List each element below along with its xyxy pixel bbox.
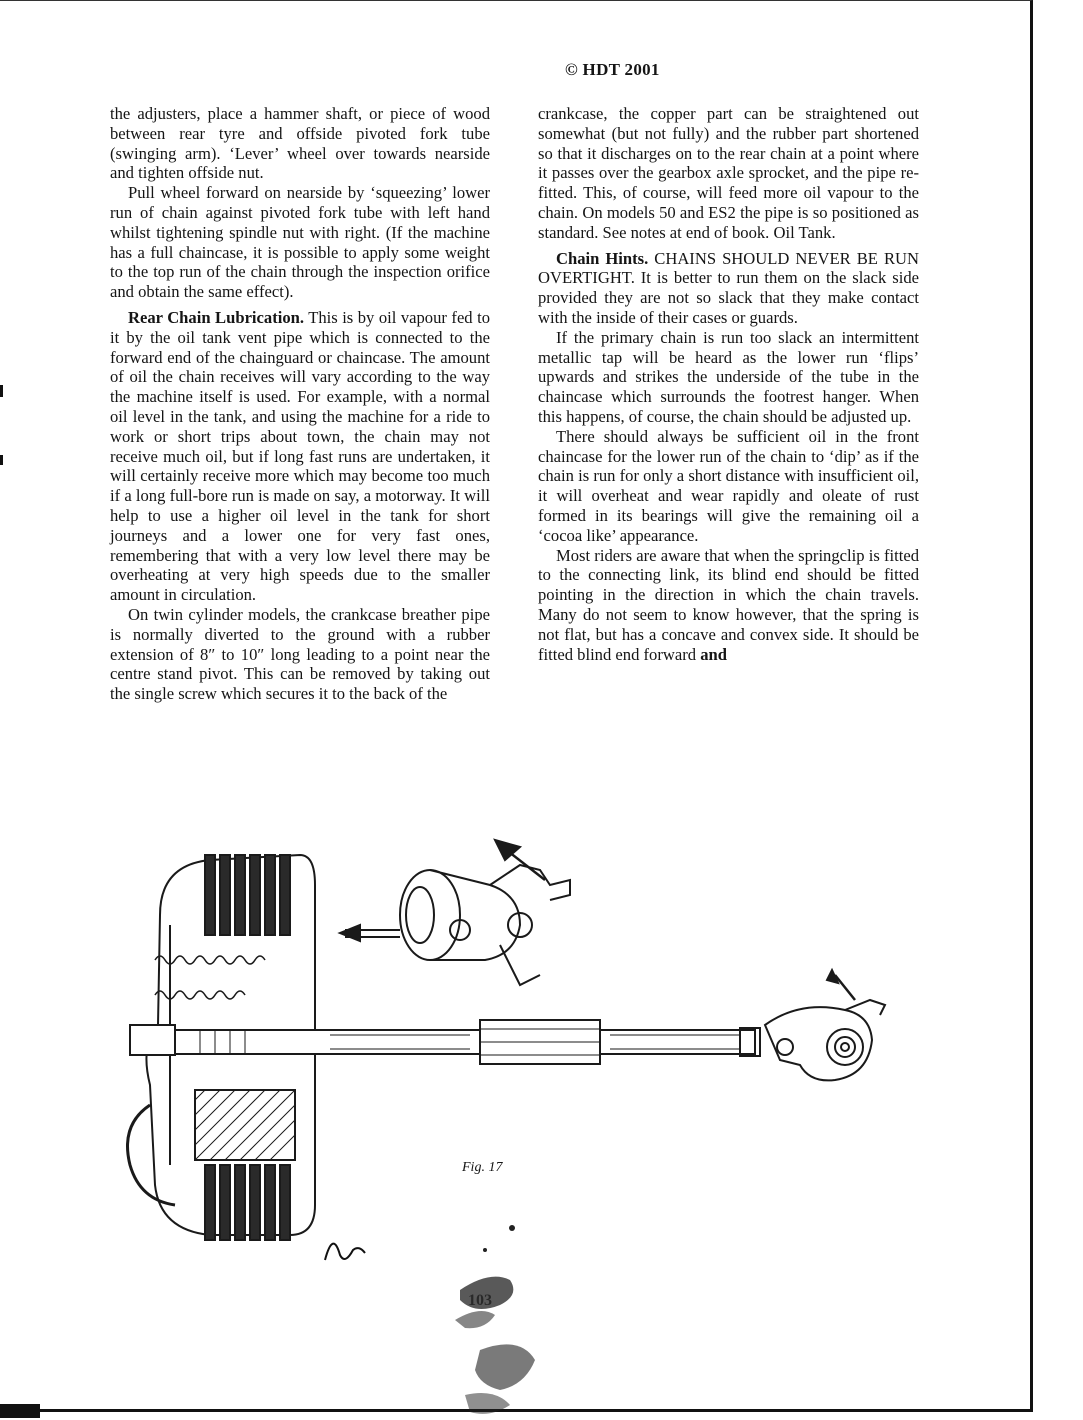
clutch-operating-lever	[765, 970, 885, 1080]
scan-smudge	[440, 1220, 560, 1420]
left-paragraph-1: the adjusters, place a hammer shaft, or piece of wood between rear tyre and offside pivoted fork tube (swinging arm). ‘Lever’ wheel over towards nearside and tighten offside nut.	[110, 104, 490, 183]
rear-chain-lubrication-text: This is by oil vapour fed to it by the oil tank vent pipe which is connected to the forward end of the chainguard or chaincase. The amount of oil the chain receives will vary according to the way the machine itself is used. For example, with a normal oil level in the tank, and using the machine for a ride to work or short trips about town, the chain may not receive much oil, but if long fast runs are undertaken, it will certainly receive more which may become too much if a long full-bore run is made on say, a motorway. It will help to use a higher oil level in the tank for short journeys and a lower one for very fast ones, remembering that with a very low level there may be overheating at very high speeds due to the smaller amount in circulation.	[110, 307, 491, 605]
left-column	[110, 104, 490, 704]
clutch-plates-top	[205, 855, 290, 935]
chain-hints-heading: Chain Hints.	[556, 248, 649, 268]
scan-mark-bottom	[0, 455, 3, 465]
clutch-mechanism-illustration	[100, 825, 920, 1245]
copyright-header: © HDT 2001	[565, 60, 660, 79]
rotation-arrow	[495, 840, 545, 880]
clutch-plates-bottom	[205, 1165, 290, 1240]
springclip-text-tail: and	[696, 644, 727, 664]
rear-chain-lubrication-heading: Rear Chain Lubrication.	[128, 307, 305, 327]
clutch-springs	[155, 956, 265, 999]
clutch-cable-cam	[400, 865, 570, 985]
right-paragraph-3: If the primary chain is run too slack an intermittent metallic tap will be heard as the lower run ‘flips’ upwards and strikes the underside of the tube in the chaincase which surrounds the footrest hanger. When this happens, of course, the chain should be adjusted up.	[538, 327, 919, 426]
left-paragraph-3	[110, 308, 490, 605]
right-column	[538, 104, 919, 664]
left-paragraph-2: Pull wheel forward on nearside by ‘squeezing’ lower run of chain against pivoted fork tube with left hand whilst tightening spindle nut with right. (If the machine has a full chaincase, it is possible to apply some weight to the top run of the chain through the inspection orifice and obtain the same effect).	[110, 183, 490, 302]
left-paragraph-4: On twin cylinder models, the crankcase breather pipe is normally diverted to the ground with a rubber extension of 8″ to 10″ long leading to a point near the centre stand pivot. This can be removed by taking out the single screw which secures it to the back of the	[110, 604, 490, 704]
page-number: 103	[468, 1292, 492, 1309]
direction-arrow-left	[340, 925, 400, 941]
right-paragraph-5	[538, 546, 919, 665]
right-paragraph-2	[538, 249, 919, 328]
right-paragraph-4: There should always be sufficient oil in the front chaincase for the lower run of the chain to ‘dip’ as if the chain is run for only a short distance with insufficient oil, it will overheat and wear rapidly and oleate of rust formed in its bearings will give the remaining oil a ‘cocoa like’ appearance.	[538, 426, 919, 545]
figure-caption: Fig. 17	[462, 1160, 503, 1175]
scan-mark-corner	[0, 1404, 40, 1418]
chain-hints-text: CHAINS SHOULD NEVER BE RUN OVERTIGHT. It is better to run them on the slack side provided they are not so slack that they make contact with the inside of their cases or guards.	[538, 248, 919, 327]
springclip-text: Most riders are aware that when the springclip is fitted to the connecting link, its blind end should be fitted pointing in the direction in which the chain travels. Many do not seem to know however, that the spring is not flat, but has a concave and convex side. It should be fitted blind end forward	[538, 545, 919, 664]
scan-mark-top	[0, 385, 3, 397]
right-paragraph-1: crankcase, the copper part can be straightened out somewhat (but not fully) and the rubber part shortened so that it discharges on to the rear chain at a point where it passes over the gearbox axle sprocket, and the pipe re-fitted. This, of course, will feed more oil vapour to the chain. On models 50 and ES2 the pipe is so positioned as standard. See notes at end of book. Oil Tank.	[538, 104, 919, 242]
signature-scribble	[315, 1225, 375, 1270]
clutch-pushrod-shaft	[130, 1020, 760, 1064]
